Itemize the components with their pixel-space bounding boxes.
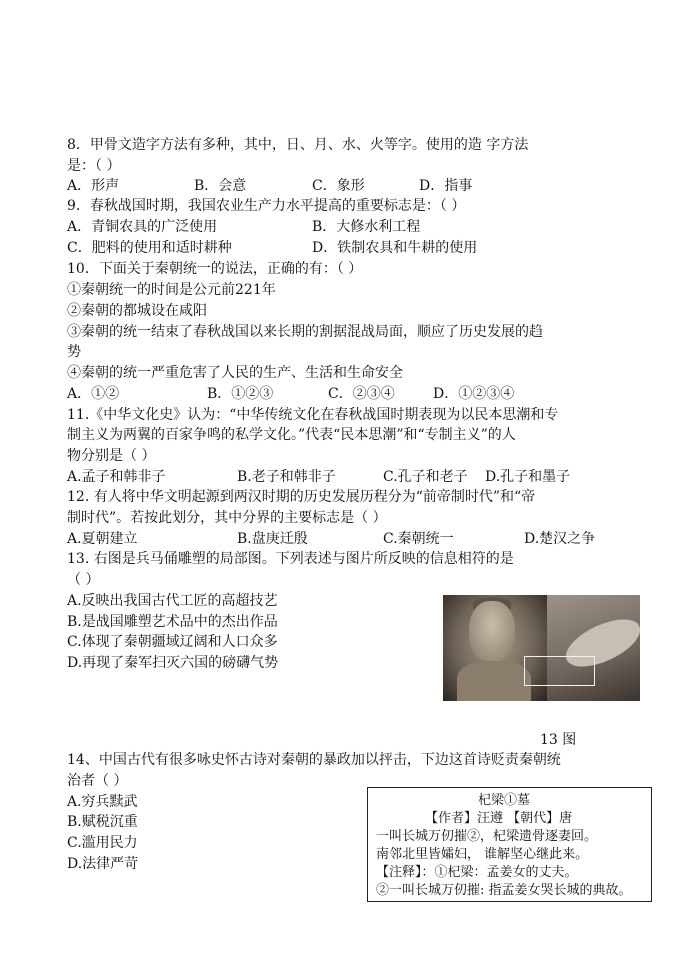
q8-option-a: A．形声 [67,178,120,194]
q13-option-b: B.是战国雕塑艺术品中的杰出作品 [67,614,278,630]
photo-highlight-frame [524,656,595,686]
q11-stem-line2: 制主义为两翼的百家争鸣的私学文化。”代表“民本思潮”和“专制主义”的人 [67,427,516,443]
q13-option-d: D.再现了秦军扫灭六国的磅礴气势 [67,655,279,671]
q8-option-c: C．象形 [312,178,365,194]
q13-figure-caption: 13 图 [540,732,577,748]
q12-option-c: C.秦朝统一 [383,531,454,547]
poem-title: 杞梁①墓 [478,793,531,808]
q10-item-2: ②秦朝的都城设在咸阳 [67,303,207,319]
q14-stem-line1: 14、中国古代有很多咏史怀古诗对秦朝的暴政加以抨击，下边这首诗贬责秦朝统 [67,752,561,768]
q13-option-c: C.体现了秦朝疆域辽阔和人口众多 [67,634,278,650]
q12-option-a: A.夏朝建立 [67,531,138,547]
q13-stem-line1: 13. 右图是兵马俑雕塑的局部图。下列表述与图片所反映的信息相符的是 [67,551,514,567]
poem-line-1: 一叫长城万仞摧②，杞梁遗骨逐妻回。 [376,829,598,844]
q11-option-c: C.孔子和老子 [383,469,468,485]
q8-option-d: D．指事 [419,178,473,194]
q11-option-a: A.孟子和韩非子 [67,469,166,485]
q13-option-a: A.反映出我国古代工匠的高超技艺 [67,593,278,609]
q12-stem-line1: 12. 有人将中华文明起源到两汉时期的历史发展历程分为“前帝制时代”和“帝 [67,489,536,505]
poem-line-2: 南邻北里皆孀妇， 谁解坚心继此来。 [376,847,589,862]
q10-item-3: ③秦朝的统一结束了春秋战国以来长期的割据混战局面，顺应了历史发展的趋 [67,324,543,340]
q11-option-b: B.老子和韩非子 [237,469,336,485]
poem-note-2: ②一叫长城万仞摧: 指孟姜女哭长城的典故。 [376,883,632,898]
q10-option-d: D．①②③④ [433,386,515,402]
q9-option-d: D．铁制农具和牛耕的使用 [312,240,478,256]
q9-option-c: C．肥料的使用和适时耕种 [67,240,232,256]
q14-stem-line2: 治者（ ） [67,773,128,789]
q10-item-3-cont: 势 [67,344,81,360]
q11-option-d: D.孔子和墨子 [485,469,571,485]
q9-option-b: B．大修水利工程 [312,219,421,235]
q8-stem-line1: 8．甲骨文造字方法有多种，其中，日、月、水、火等字。使用的造 字方法 [67,137,529,153]
q9-option-a: A．青铜农具的广泛使用 [67,219,218,235]
q14-option-c: C.滥用民力 [67,835,138,851]
q14-option-a: A.穷兵黩武 [67,794,138,810]
q8-stem-line2: 是：（ ） [67,158,121,174]
q11-stem-line1: 11.《中华文化史》认为：“中华传统文化在春秋战国时期表现为以民本思潮和专 [67,407,559,423]
poem-box [367,787,652,902]
q12-option-b: B.盘庚迁殷 [237,531,308,547]
q10-option-b: B．①②③ [207,386,274,402]
q14-option-d: D.法律严苛 [67,856,139,872]
q12-option-d: D.楚汉之争 [524,531,596,547]
q10-item-4: ④秦朝的统一严重危害了人民的生产、生活和生命安全 [67,365,403,381]
q10-option-c: C．②③④ [328,386,395,402]
q14-option-b: B.赋税沉重 [67,814,138,830]
q12-stem-line2: 制时代”。若按此划分，其中分界的主要标志是（ ） [67,510,387,526]
q10-stem: 10．下面关于秦朝统一的说法，正确的有：（ ） [67,261,363,277]
q8-option-b: B．会意 [194,178,247,194]
q9-stem: 9．春秋战国时期，我国农业生产力水平提高的重要标志是：（ ） [67,198,466,214]
q10-option-a: A．①② [67,386,120,402]
poem-note-1: 【注释】：①杞梁：孟姜女的丈夫。 [376,865,578,880]
poem-author: 【作者】汪遵 【朝代】唐 [425,811,573,826]
q10-item-1: ①秦朝统一的时间是公元前221年 [67,282,276,298]
q13-stem-line2: （ ） [67,572,100,588]
q11-stem-line3: 物分别是（ ） [67,448,156,464]
